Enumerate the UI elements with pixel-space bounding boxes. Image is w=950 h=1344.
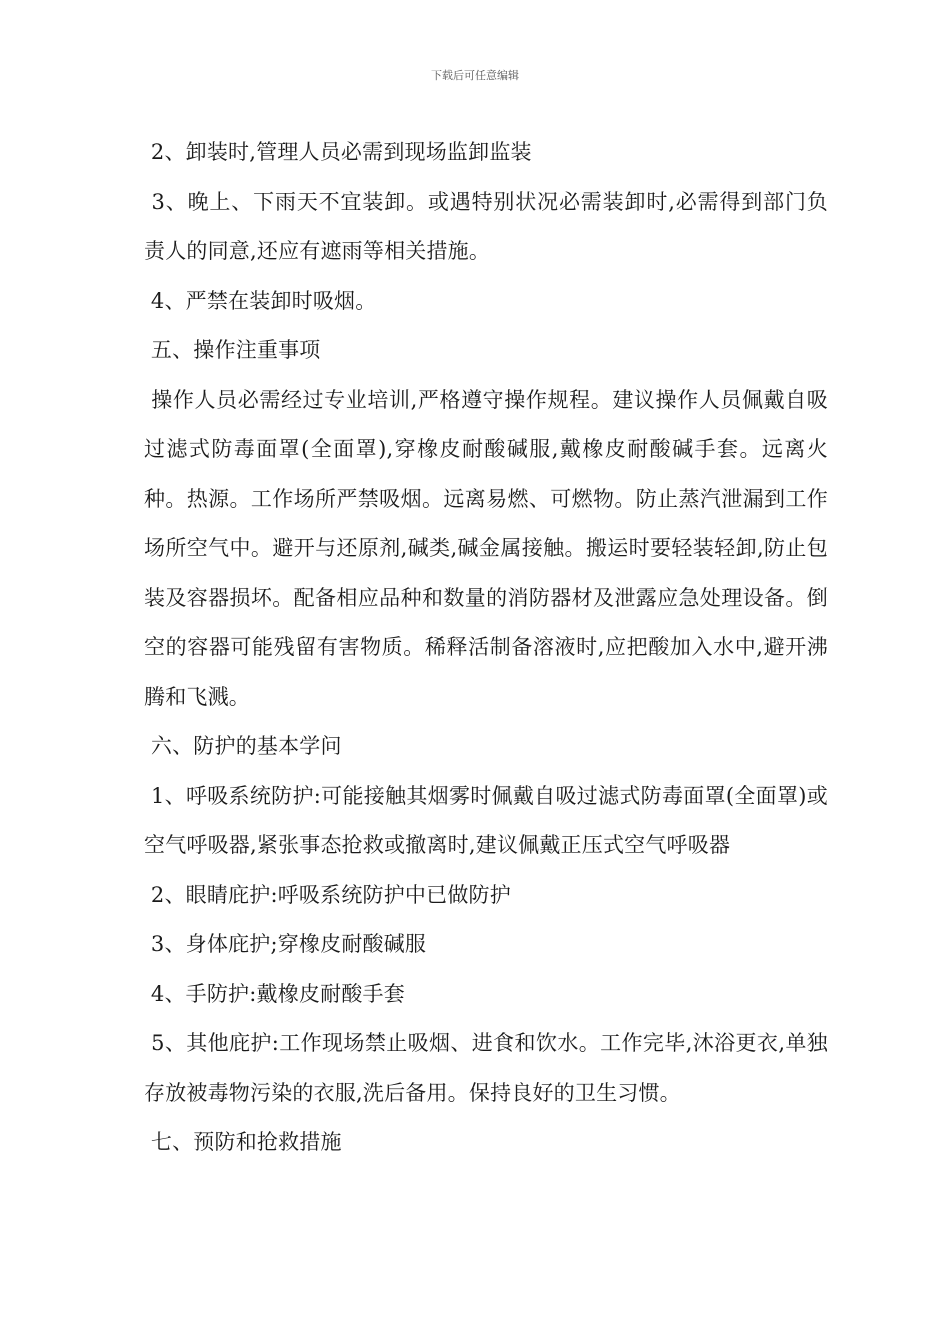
section-heading-protection: 六、防护的基本学问 — [144, 734, 342, 758]
page-header: 下载后可任意编辑 — [431, 69, 519, 82]
paragraph-respiratory: 1、呼吸系统防护:可能接触其烟雾时佩戴自吸过滤式防毒面罩(全面罩)或空气呼吸器,紧张事态抢救或撤离时,建议佩戴正压式空气呼吸器 — [144, 783, 828, 857]
paragraph-no-smoking: 4、严禁在装卸时吸烟。 — [144, 288, 377, 313]
section-heading-operation: 五、操作注重事项 — [144, 338, 321, 362]
paragraph-operation-notes: 操作人员必需经过专业培训,严格遵守操作规程。建议操作人员佩戴自吸过滤式防毒面罩(全面罩),穿橡皮耐酸碱服,戴橡皮耐酸碱手套。远离火种。热源。工作场所严禁吸烟。远离易燃、可燃物。防止蒸汽泄漏到工作场所空气中。避开与还原剂,碱类,碱金属接触。搬运时要轻装轻卸,防止包装及容器损坏。配备相应品种和数量的消防器材及泄露应急处理设备。倒空的容器可能残留有害物质。稀释活制备溶液时,应把酸加入水中,避开沸腾和飞溅。 — [144, 387, 828, 709]
paragraph-other: 5、其他庇护:工作现场禁止吸烟、进食和饮水。工作完毕,沐浴更衣,单独存放被毒物污染的衣服,洗后备用。保持良好的卫生习惯。 — [144, 1031, 828, 1105]
paragraph-eye: 2、眼睛庇护:呼吸系统防护中已做防护 — [144, 882, 511, 907]
paragraph-hand: 4、手防护:戴橡皮耐酸手套 — [144, 981, 405, 1006]
paragraph-unload-supervision: 2、卸装时,管理人员必需到现场监卸监装 — [144, 140, 532, 164]
document-body — [144, 128, 828, 1168]
section-heading-prevention: 七、预防和抢救措施 — [144, 1130, 342, 1154]
paragraph-night-rain: 3、晚上、下雨天不宜装卸。或遇特别状况必需装卸时,必需得到部门负责人的同意,还应有遮雨等相关措施。 — [144, 189, 828, 263]
paragraph-body: 3、身体庇护;穿橡皮耐酸碱服 — [144, 932, 427, 956]
